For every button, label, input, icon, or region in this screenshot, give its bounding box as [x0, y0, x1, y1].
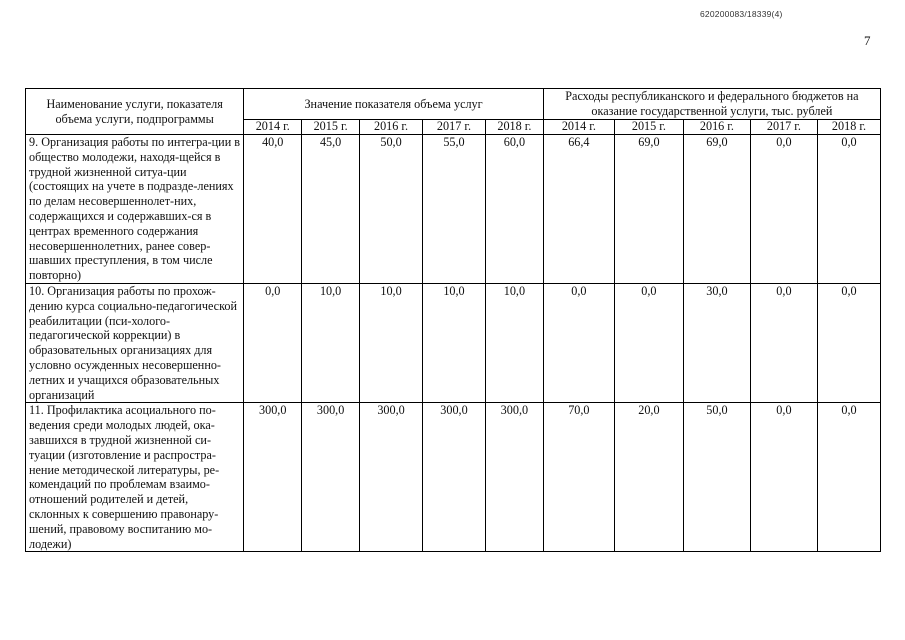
expense-value: 0,0 — [543, 283, 614, 402]
volume-value: 0,0 — [244, 283, 302, 402]
volume-value: 50,0 — [360, 135, 423, 284]
expense-value: 0,0 — [817, 403, 880, 552]
volume-value: 300,0 — [485, 403, 543, 552]
expense-value: 50,0 — [683, 403, 750, 552]
volume-year-header: 2015 г. — [302, 120, 360, 135]
name-column-header: Наименование услуги, показателя объема услуги, подпрограммы — [26, 89, 244, 135]
expense-group-header: Расходы республиканского и федерального бюджетов на оказание государственной услуги, тыс. рублей — [543, 89, 880, 120]
expense-value: 0,0 — [614, 283, 683, 402]
volume-group-header: Значение показателя объема услуг — [244, 89, 544, 120]
volume-year-header: 2018 г. — [485, 120, 543, 135]
expense-value: 69,0 — [683, 135, 750, 284]
volume-value: 40,0 — [244, 135, 302, 284]
volume-value: 10,0 — [360, 283, 423, 402]
expense-value: 0,0 — [817, 135, 880, 284]
expense-value: 0,0 — [750, 283, 817, 402]
volume-value: 300,0 — [423, 403, 486, 552]
volume-value: 45,0 — [302, 135, 360, 284]
expense-value: 66,4 — [543, 135, 614, 284]
volume-year-header: 2014 г. — [244, 120, 302, 135]
volume-value: 300,0 — [302, 403, 360, 552]
expense-value: 30,0 — [683, 283, 750, 402]
expense-value: 70,0 — [543, 403, 614, 552]
expense-value: 0,0 — [817, 283, 880, 402]
document-code: 620200083/18339(4) — [700, 9, 783, 19]
volume-value: 55,0 — [423, 135, 486, 284]
table-row — [26, 135, 881, 284]
service-name: 11. Профилактика асоциального по-ведения среди молодых людей, ока-завшихся в трудной жизненной си-туации (изготовление и распростра-нение методической литературы, ре-комендаций по проблемам взаимо-отношений родителей и детей, склонных к совершению правонару-шений, правовому воспитанию мо-лодежи) — [26, 403, 244, 552]
volume-value: 10,0 — [302, 283, 360, 402]
volume-year-header: 2017 г. — [423, 120, 486, 135]
services-table — [25, 88, 881, 552]
expense-value: 20,0 — [614, 403, 683, 552]
page-number: 7 — [864, 33, 871, 48]
service-name: 9. Организация работы по интегра-ции в общество молодежи, находя-щейся в трудной жизненной ситуа-ции (состоящих на учете в подразде-лениях по делам несовершеннолет-них, содержащихся и содержавших-ся в центрах временного содержания несовершеннолетних, ранее совер-шавших преступления, в том числе повторно) — [26, 135, 244, 284]
volume-year-header: 2016 г. — [360, 120, 423, 135]
service-name: 10. Организация работы по прохож-дению курса социально-педагогической реабилитации (пси-холого-педагогической коррекции) в образовательных организациях для условно осужденных несовершенно-летних и учащихся образовательных организаций — [26, 283, 244, 402]
volume-value: 60,0 — [485, 135, 543, 284]
volume-value: 10,0 — [485, 283, 543, 402]
expense-year-header: 2018 г. — [817, 120, 880, 135]
table-row — [26, 403, 881, 552]
table-row — [26, 283, 881, 402]
volume-value: 300,0 — [360, 403, 423, 552]
expense-year-header: 2016 г. — [683, 120, 750, 135]
expense-value: 69,0 — [614, 135, 683, 284]
expense-value: 0,0 — [750, 403, 817, 552]
volume-value: 300,0 — [244, 403, 302, 552]
table-header-row — [26, 89, 881, 120]
expense-year-header: 2017 г. — [750, 120, 817, 135]
expense-value: 0,0 — [750, 135, 817, 284]
expense-year-header: 2014 г. — [543, 120, 614, 135]
volume-value: 10,0 — [423, 283, 486, 402]
expense-year-header: 2015 г. — [614, 120, 683, 135]
